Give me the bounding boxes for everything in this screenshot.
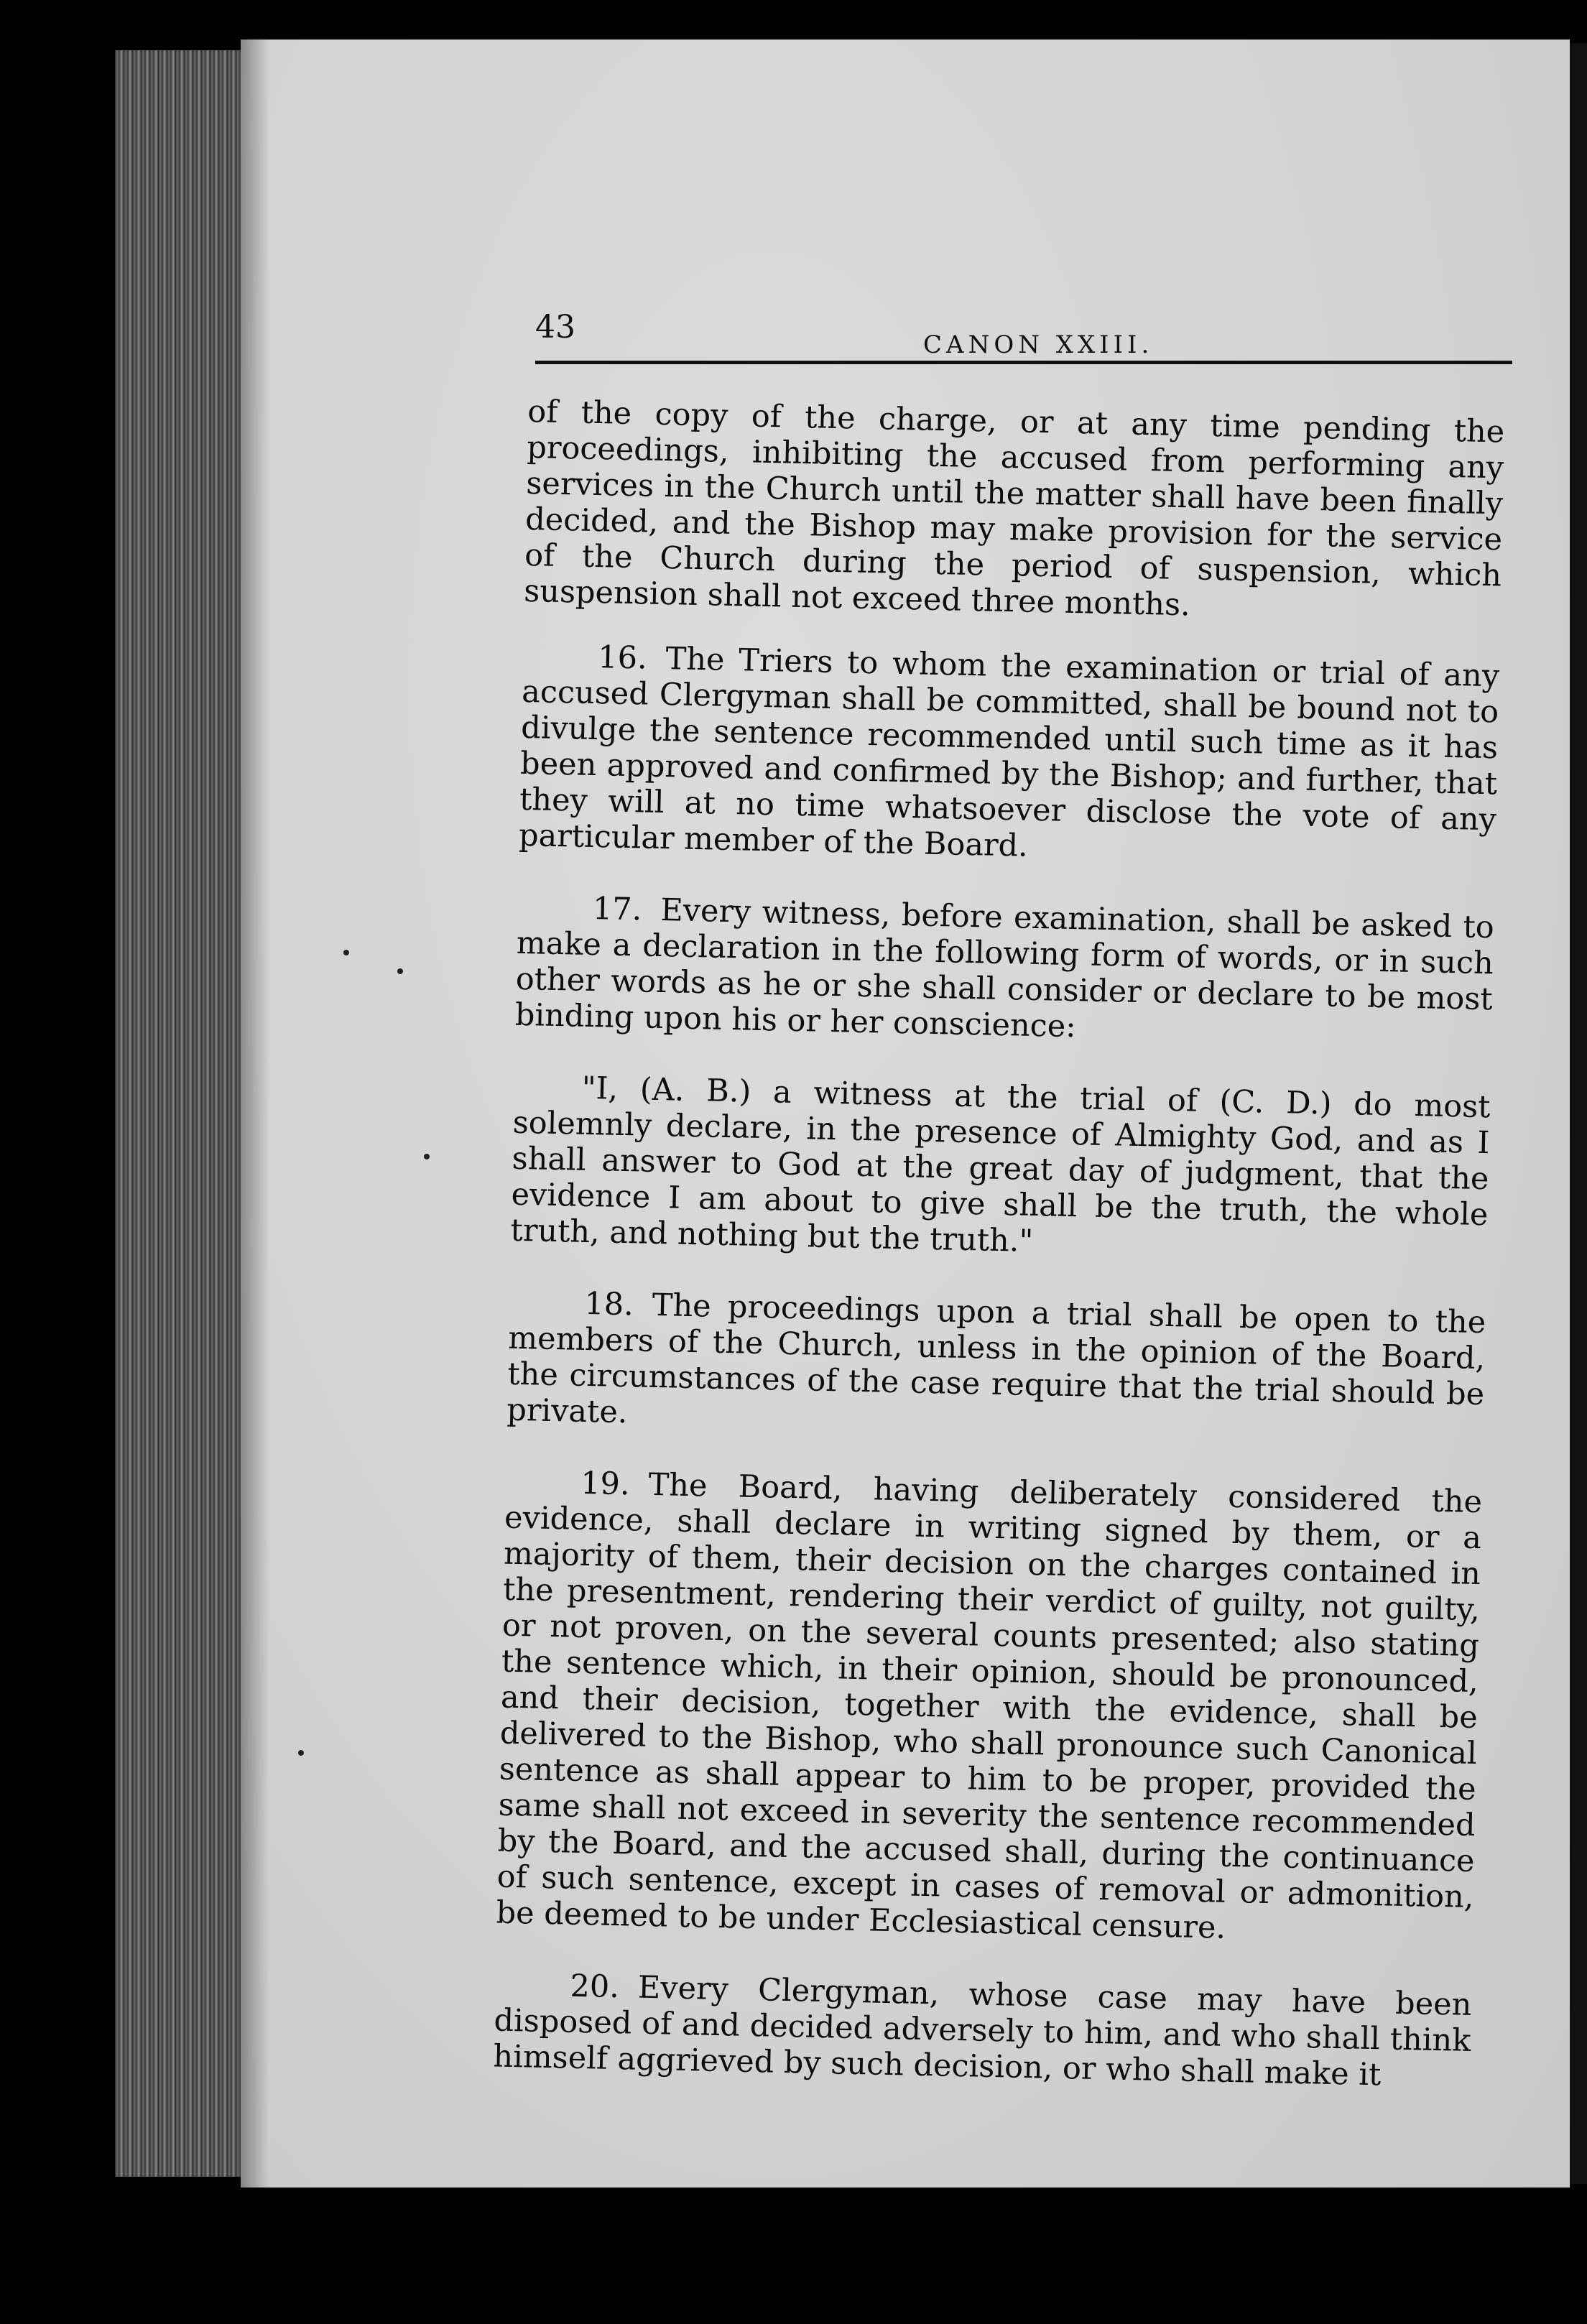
section-number: 17.: [592, 891, 642, 928]
spine-shadow: [241, 40, 269, 2188]
section-20: [493, 1967, 1472, 2095]
section-17: [514, 889, 1494, 1053]
section-number: 20.: [570, 1968, 620, 2006]
page-right-edge: [1570, 43, 1587, 2184]
section-text: Every Clergyman, whose case may have been disposed of and decided adversely to him, and who shall think himself aggrieved by such decision, or who shall make it: [492, 1969, 1472, 2093]
section-number: 16.: [597, 639, 648, 677]
continuation-paragraph: [524, 394, 1505, 629]
section-text: Every witness, before examination, shall be asked to make a declaration in the following form of words, or in such other words as he or she shall consider or declare to be most binding upon his or her conscience:: [514, 892, 1495, 1045]
section-text: The proceedings upon a trial shall be open to the members of the Church, unless in the opinion of the Board, the circumstances of the case require that the trial should be private.: [506, 1287, 1486, 1431]
scan-speck: [343, 950, 349, 955]
scan-speck: [424, 1154, 430, 1159]
section-number: 18.: [583, 1285, 634, 1323]
section-text: The Triers to whom the examination or trial of any accused Clergyman shall be committed, shall be bound not to divulge the sentence recommended until such time as it has been approved and confirmed by the Bishop; and further, that they will at no time whatsoever disclose the vote of any particular member of the Board.: [518, 641, 1500, 864]
section-text: The Board, having deliberately considered the evidence, shall declare in writing signed by them, or a majority of them, their decision on the charges contained in the presentment, rendering their verdict of guilty, not guilty, or not proven, on the several counts presented; also stating the sentence which, in their opinion, should be pronounced, and their decision, together with the evidence, shall be delivered to the Bishop, who shall pronounce such Canonical sentence as shall appear to him to be proper, provided the same shall not exceed in severity the sentence recommended by the Board, and the accused shall, during the continuance of such sentence, except in cases of removal or admonition, be deemed to be under Ecclesiastical censure.: [496, 1466, 1483, 1946]
continuation-text: of the copy of the charge, or at any time pending the proceedings, inhibiting the accused from performing any services in the Church until the matter shall have been finally decided, and the Bishop may make provision for the service of the Church during the period of suspension, which suspension shall not exceed three months.: [523, 394, 1505, 624]
book-page-edges: [115, 50, 244, 2177]
scan-speck: [298, 1750, 304, 1756]
section-16: [519, 638, 1500, 874]
witness-declaration: [510, 1069, 1491, 1269]
running-head: CANON XXIII.: [923, 330, 1154, 359]
page-header: [535, 309, 1512, 395]
page-number: 43: [535, 309, 575, 346]
page-body: [492, 394, 1505, 2131]
section-19: [496, 1464, 1482, 1951]
scan-speck: [397, 968, 403, 974]
section-number: 19.: [580, 1465, 631, 1503]
section-18: [506, 1284, 1486, 1448]
header-rule: [535, 361, 1512, 364]
declaration-text: "I, (A. B.) a witness at the trial of (C. D.) do most solemnly declare, in the presence of Almighty God, and as I shall answer to God at the great day of judgment, that the evidence I am about to give shall be the truth, the whole truth, and nothing but the truth.": [510, 1070, 1491, 1259]
